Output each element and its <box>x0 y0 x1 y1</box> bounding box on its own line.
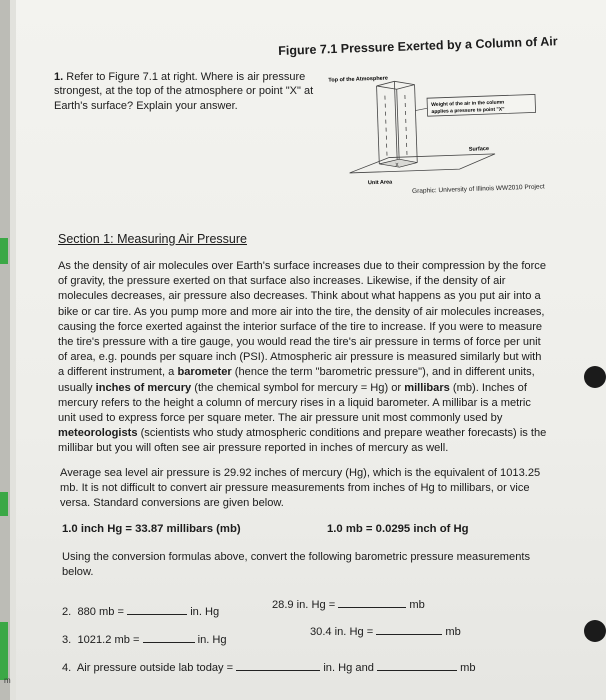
question-1-number: 1. <box>54 71 64 83</box>
problem-2-left-prompt: 880 mb = <box>77 606 125 618</box>
problem-3-right-prompt: 30.4 in. Hg = <box>310 626 374 638</box>
term-millibars: millibars <box>404 381 450 394</box>
problem-unit: in. Hg <box>197 634 227 646</box>
column-top <box>397 85 415 90</box>
paragraph-text: (mb). Inches of mercury refers to the height a column of mercury rises in a liquid barometer. A millibar is a metric unit used to express force per square meter. The air pressure unit most commonly used by <box>58 381 531 424</box>
problem-3-left-prompt: 1021.2 mb = <box>77 634 140 646</box>
problem-number: 3. <box>62 634 72 646</box>
answer-blank[interactable] <box>143 632 195 643</box>
column-edge <box>377 86 380 164</box>
surface-plane <box>349 154 495 173</box>
answer-blank[interactable] <box>127 604 187 615</box>
section-1-paragraph <box>58 259 548 456</box>
conversion-inches-to-mb: 1.0 inch Hg = 33.87 millibars (mb) <box>62 523 241 535</box>
term-inches-of-mercury: inches of mercury <box>95 381 192 394</box>
term-barometer: barometer <box>177 366 232 379</box>
problem-unit: mb <box>409 599 425 611</box>
answer-blank[interactable] <box>338 597 406 608</box>
conversion-instructions: Using the conversion formulas above, convert the following barometric pressure measurements below. <box>62 551 531 579</box>
answer-blank[interactable] <box>377 660 457 671</box>
problem-unit: in. Hg and <box>323 662 374 674</box>
column-top <box>394 81 414 86</box>
paragraph-text: (the chemical symbol for mercury = Hg) or <box>191 381 405 394</box>
problem-3-right <box>310 624 461 638</box>
problem-number: 4. <box>62 662 72 674</box>
binder-hole <box>584 366 606 388</box>
section-1-title: Section 1: Measuring Air Pressure <box>58 232 247 246</box>
problem-number: 2. <box>62 606 72 618</box>
figure-credit: Graphic: University of Illinois WW2010 Project <box>412 183 545 195</box>
question-1-text: Refer to Figure 7.1 at right. Where is air pressure strongest, at the top of the atmosphere or point "X" at Earth's surface? Explain your answer. <box>54 71 314 112</box>
top-atmosphere-label: Top of the Atmosphere <box>328 75 389 84</box>
binder-tab-green <box>0 622 8 680</box>
question-1 <box>54 70 314 113</box>
problem-3 <box>62 632 227 646</box>
weight-label-line1: Weight of the air in the column <box>431 99 505 109</box>
surface-label: Surface <box>468 146 490 153</box>
problem-4-prompt: Air pressure outside lab today = <box>76 662 234 674</box>
weight-label-line2: applies a pressure to point "X" <box>431 106 505 116</box>
paragraph-text: (hence the term "barometric pressure"), and in different units, usually <box>58 366 535 394</box>
sea-level-paragraph: Average sea level air pressure is 29.92 inches of mercury (Hg), which is the equivalent of 1013.25 mb. It is not difficult to convert air pressure measurements from inches of Hg to millibars, or vice versa. Standard conversions are given below. <box>60 467 541 510</box>
problem-2-right-prompt: 28.9 in. Hg = <box>272 599 336 611</box>
column-edge <box>415 85 418 163</box>
page-shadow <box>10 0 16 700</box>
unit-area-label: Unit Area <box>367 179 393 187</box>
problem-2-right <box>272 597 425 611</box>
conversion-mb-to-inches: 1.0 mb = 0.0295 inch of Hg <box>327 523 469 535</box>
corner-mark: m <box>4 676 11 685</box>
column-top <box>377 85 397 90</box>
binder-tab-green <box>0 238 8 264</box>
answer-blank[interactable] <box>376 624 442 635</box>
figure-title: Figure 7.1 Pressure Exerted by a Column of Air <box>278 34 558 58</box>
binder-hole <box>584 620 606 642</box>
problem-unit: mb <box>460 662 476 674</box>
term-meteorologists: meteorologists <box>58 427 138 440</box>
paragraph-text: As the density of air molecules over Earth's surface increases due to their compression by the force of gravity, the pressure exerted on that surface also increases. Likewise, if the density of air molecules decreases, air pressure also decreases. Think about what happens as you put air into a bike or car tire. As you pump more and more air into the tire, the density of air molecules increases, causing the force exerted against the interior surface of the tire to increase. If you were to measure the tire's pressure with a tire gauge, you would read the tire's air pressure in terms of force per unit of area, e.g. pounds per square inch (PSI). Atmospheric air pressure is measured similarly but with a different instrument, a <box>58 260 547 379</box>
problem-unit: mb <box>445 626 461 638</box>
answer-blank[interactable] <box>236 660 320 671</box>
point-x-label: X <box>395 162 399 169</box>
callout-line <box>415 108 427 110</box>
pressure-arrow <box>405 95 407 155</box>
problem-2 <box>62 604 219 618</box>
paragraph-text: (scientists who study atmospheric conditions and prepare weather forecasts) is the millibar but you will often see air pressure reported in inches of mercury as well. <box>58 427 547 455</box>
binder-tab-green <box>0 492 8 516</box>
problem-4 <box>62 660 476 674</box>
pressure-arrow <box>385 96 387 156</box>
column-top <box>376 81 394 86</box>
problem-unit: in. Hg <box>190 606 220 618</box>
air-column-diagram <box>318 70 548 187</box>
